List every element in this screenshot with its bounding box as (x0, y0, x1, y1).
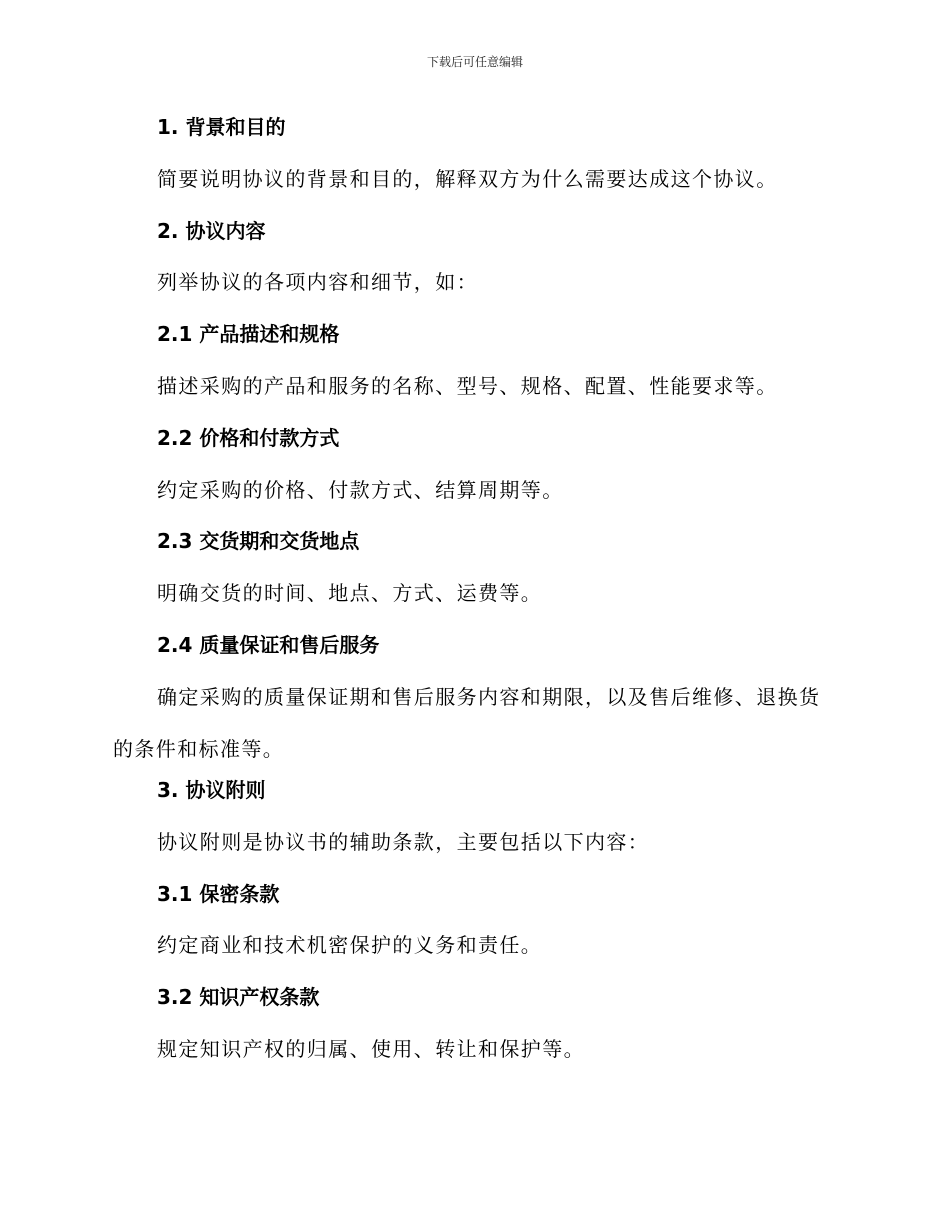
heading-quality-service: 2.4 质量保证和售后服务 (157, 633, 380, 657)
heading-confidentiality: 3.1 保密条款 (157, 882, 280, 906)
paragraph-delivery: 明确交货的时间、地点、方式、运费等。 (157, 581, 543, 605)
heading-product-spec: 2.1 产品描述和规格 (157, 322, 340, 346)
paragraph-product-spec: 描述采购的产品和服务的名称、型号、规格、配置、性能要求等。 (157, 374, 778, 398)
paragraph-quality-service: 确定采购的质量保证期和售后服务内容和期限，以及售后维修、退换货的条件和标准等。 (113, 685, 821, 761)
paragraph-price-payment: 约定采购的价格、付款方式、结算周期等。 (157, 478, 564, 502)
page-header: 下载后可任意编辑 (426, 55, 523, 69)
paragraph-agreement-content: 列举协议的各项内容和细节，如： (157, 270, 478, 294)
paragraph-intellectual-property: 规定知识产权的归属、使用、转让和保护等。 (157, 1037, 585, 1061)
paragraph-background-purpose: 简要说明协议的背景和目的，解释双方为什么需要达成这个协议。 (157, 167, 778, 191)
paragraph-confidentiality: 约定商业和技术机密保护的义务和责任。 (157, 933, 543, 957)
heading-agreement-appendix: 3. 协议附则 (157, 778, 266, 802)
heading-delivery: 2.3 交货期和交货地点 (157, 529, 360, 553)
paragraph-agreement-appendix: 协议附则是协议书的辅助条款，主要包括以下内容： (157, 830, 650, 854)
heading-agreement-content: 2. 协议内容 (157, 219, 266, 243)
heading-price-payment: 2.2 价格和付款方式 (157, 426, 340, 450)
heading-intellectual-property: 3.2 知识产权条款 (157, 985, 320, 1009)
heading-background-purpose: 1. 背景和目的 (157, 115, 286, 139)
